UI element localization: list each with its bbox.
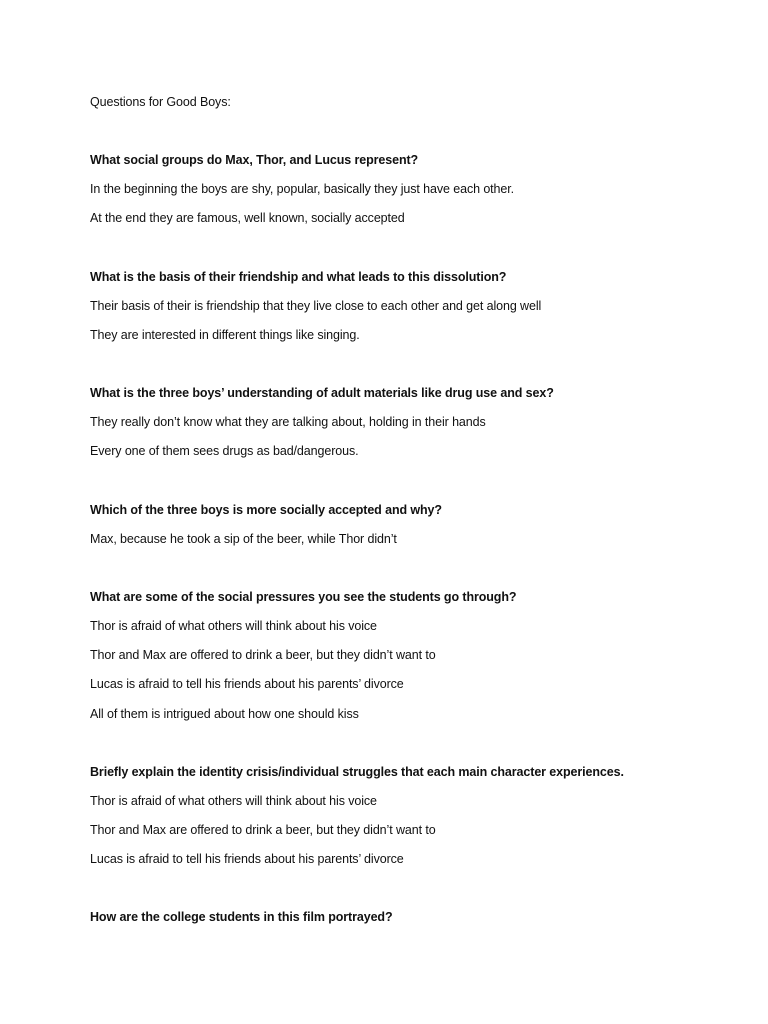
- answer-6-1: Thor is afraid of what others will think about his voice: [90, 794, 377, 808]
- answer-2-1: Their basis of their is friendship that they live close to each other and get along well: [90, 299, 542, 313]
- question-5: What are some of the social pressures you see the students go through?: [90, 590, 517, 604]
- question-4: Which of the three boys is more socially accepted and why?: [90, 503, 442, 517]
- question-1: What social groups do Max, Thor, and Lucus represent?: [90, 153, 419, 167]
- answer-5-2: Thor and Max are offered to drink a beer, but they didn’t want to: [90, 648, 436, 662]
- answer-3-2: Every one of them sees drugs as bad/dangerous.: [90, 444, 359, 458]
- answer-5-1: Thor is afraid of what others will think about his voice: [90, 619, 377, 633]
- question-3: What is the three boys’ understanding of adult materials like drug use and sex?: [90, 386, 554, 400]
- answer-4-1: Max, because he took a sip of the beer, while Thor didn’t: [90, 532, 397, 546]
- answer-5-4: All of them is intrigued about how one should kiss: [90, 707, 359, 721]
- answer-2-2: They are interested in different things like singing.: [90, 328, 360, 342]
- answer-6-3: Lucas is afraid to tell his friends about his parents’ divorce: [90, 852, 404, 866]
- question-7: How are the college students in this film portrayed?: [90, 910, 393, 924]
- answer-1-1: In the beginning the boys are shy, popular, basically they just have each other.: [90, 182, 514, 196]
- answer-3-1: They really don’t know what they are talking about, holding in their hands: [90, 415, 486, 429]
- answer-1-2: At the end they are famous, well known, socially accepted: [90, 211, 405, 225]
- answer-6-2: Thor and Max are offered to drink a beer, but they didn’t want to: [90, 823, 436, 837]
- answer-5-3: Lucas is afraid to tell his friends about his parents’ divorce: [90, 677, 404, 691]
- document-title: Questions for Good Boys:: [90, 95, 231, 109]
- question-6: Briefly explain the identity crisis/individual struggles that each main character experiences.: [90, 765, 624, 779]
- question-2: What is the basis of their friendship and what leads to this dissolution?: [90, 270, 507, 284]
